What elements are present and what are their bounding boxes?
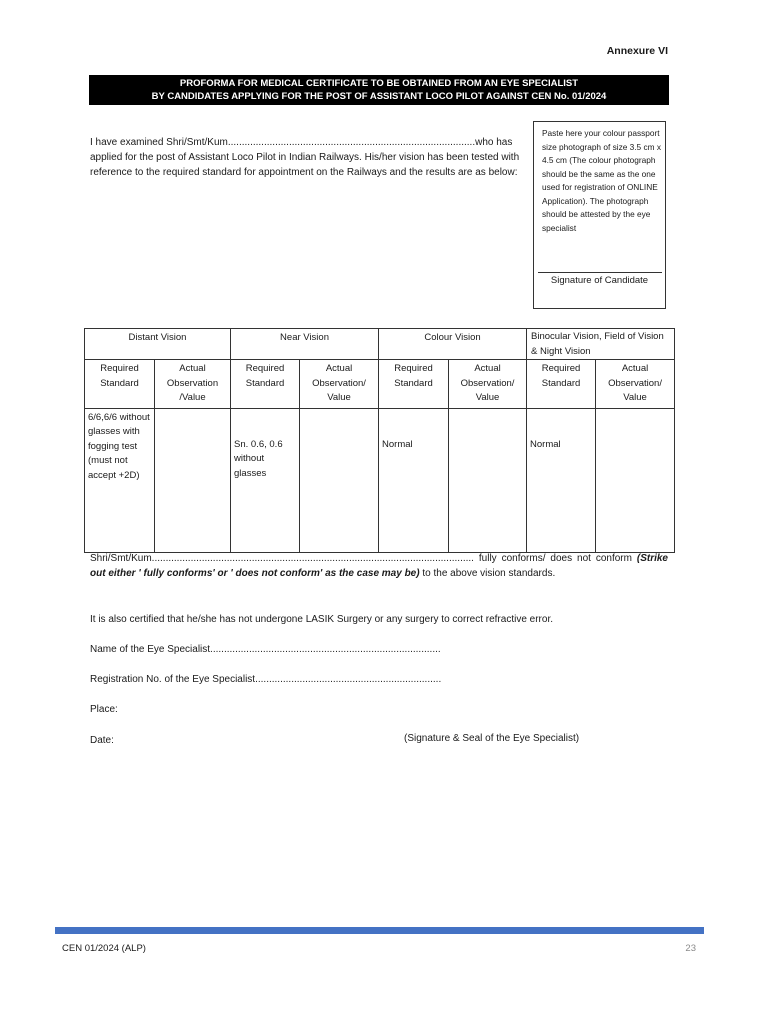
subheader-cell: Required Standard (527, 360, 596, 409)
conform-paragraph (90, 551, 668, 581)
annexure-label: Annexure VI (606, 45, 668, 57)
footer-bar (55, 927, 704, 934)
subheader-cell: Required Standard (85, 360, 155, 409)
subheader-cell: Actual Observation/ Value (596, 360, 675, 409)
title-line-1: PROFORMA FOR MEDICAL CERTIFICATE TO BE OBTAINED FROM AN EYE SPECIALIST (179, 78, 579, 89)
group-header-distant: Distant Vision (85, 329, 231, 360)
candidate-signature-label: Signature of Candidate (550, 275, 649, 286)
subheader-cell: Actual Observation/ Value (300, 360, 379, 409)
table-subheader-row (85, 360, 675, 409)
subheader-cell: Actual Observation /Value (155, 360, 231, 409)
subheader-cell: Required Standard (231, 360, 300, 409)
footer-cen-label: CEN 01/2024 (ALP) (62, 943, 146, 954)
specialist-signature-seal: (Signature & Seal of the Eye Specialist) (404, 733, 580, 744)
conform-text-1: Shri/Smt/Kum.................................................................................................................... fully conforms/ does not conform (90, 553, 637, 564)
vision-table (84, 328, 675, 553)
intro-paragraph: I have examined Shri/Smt/Kum.........................................................................................who has applied for the post of Assistant Loco Pilot in Indian Railways. His/her vision has been tested with reference to the required standard for appointment on the Railways and the results are as below: (90, 137, 520, 178)
place-field: Place: (90, 704, 118, 715)
table-group-header-row (85, 329, 675, 360)
document-title (89, 75, 669, 105)
conform-text-2: to the above vision standards. (419, 568, 556, 579)
colour-required-cell: Normal (379, 408, 449, 552)
group-header-binocular: Binocular Vision, Field of Vision & Night Vision (527, 329, 675, 360)
binocular-actual-cell[interactable] (596, 408, 675, 552)
subheader-cell: Actual Observation/ Value (449, 360, 527, 409)
page-number: 23 (685, 943, 696, 954)
group-header-colour: Colour Vision (379, 329, 527, 360)
title-line-2: BY CANDIDATES APPLYING FOR THE POST OF ASSISTANT LOCO PILOT AGAINST CEN No. 01/2024 (151, 91, 607, 102)
specialist-name-field: Name of the Eye Specialist................................................................................... (90, 644, 441, 655)
conform-strike-note: (Strike out either ' fully conforms' or ' does not conform' as the case may be) (90, 553, 668, 579)
table-row (85, 408, 675, 552)
near-required-cell: Sn. 0.6, 0.6 without glasses (231, 408, 300, 552)
signature-line (538, 272, 662, 273)
binocular-required-cell: Normal (527, 408, 596, 552)
subheader-cell: Required Standard (379, 360, 449, 409)
lasik-statement: It is also certified that he/she has not undergone LASIK Surgery or any surgery to correct refractive error. (90, 614, 554, 625)
colour-actual-cell[interactable] (449, 408, 527, 552)
near-actual-cell[interactable] (300, 408, 379, 552)
distant-actual-cell[interactable] (155, 408, 231, 552)
registration-no-field: Registration No. of the Eye Specialist................................................................... (90, 674, 442, 685)
group-header-near: Near Vision (231, 329, 379, 360)
distant-required-cell: 6/6,6/6 without glasses with fogging test (must not accept +2D) (85, 408, 155, 552)
photo-box (533, 121, 666, 309)
date-field: Date: (90, 735, 114, 746)
photo-instructions: Paste here your colour passport size photograph of size 3.5 cm x 4.5 cm (The colour photograph should be the same as the one used for registration of ONLINE Application). The photograph should be attested by the eye specialist (542, 128, 661, 233)
